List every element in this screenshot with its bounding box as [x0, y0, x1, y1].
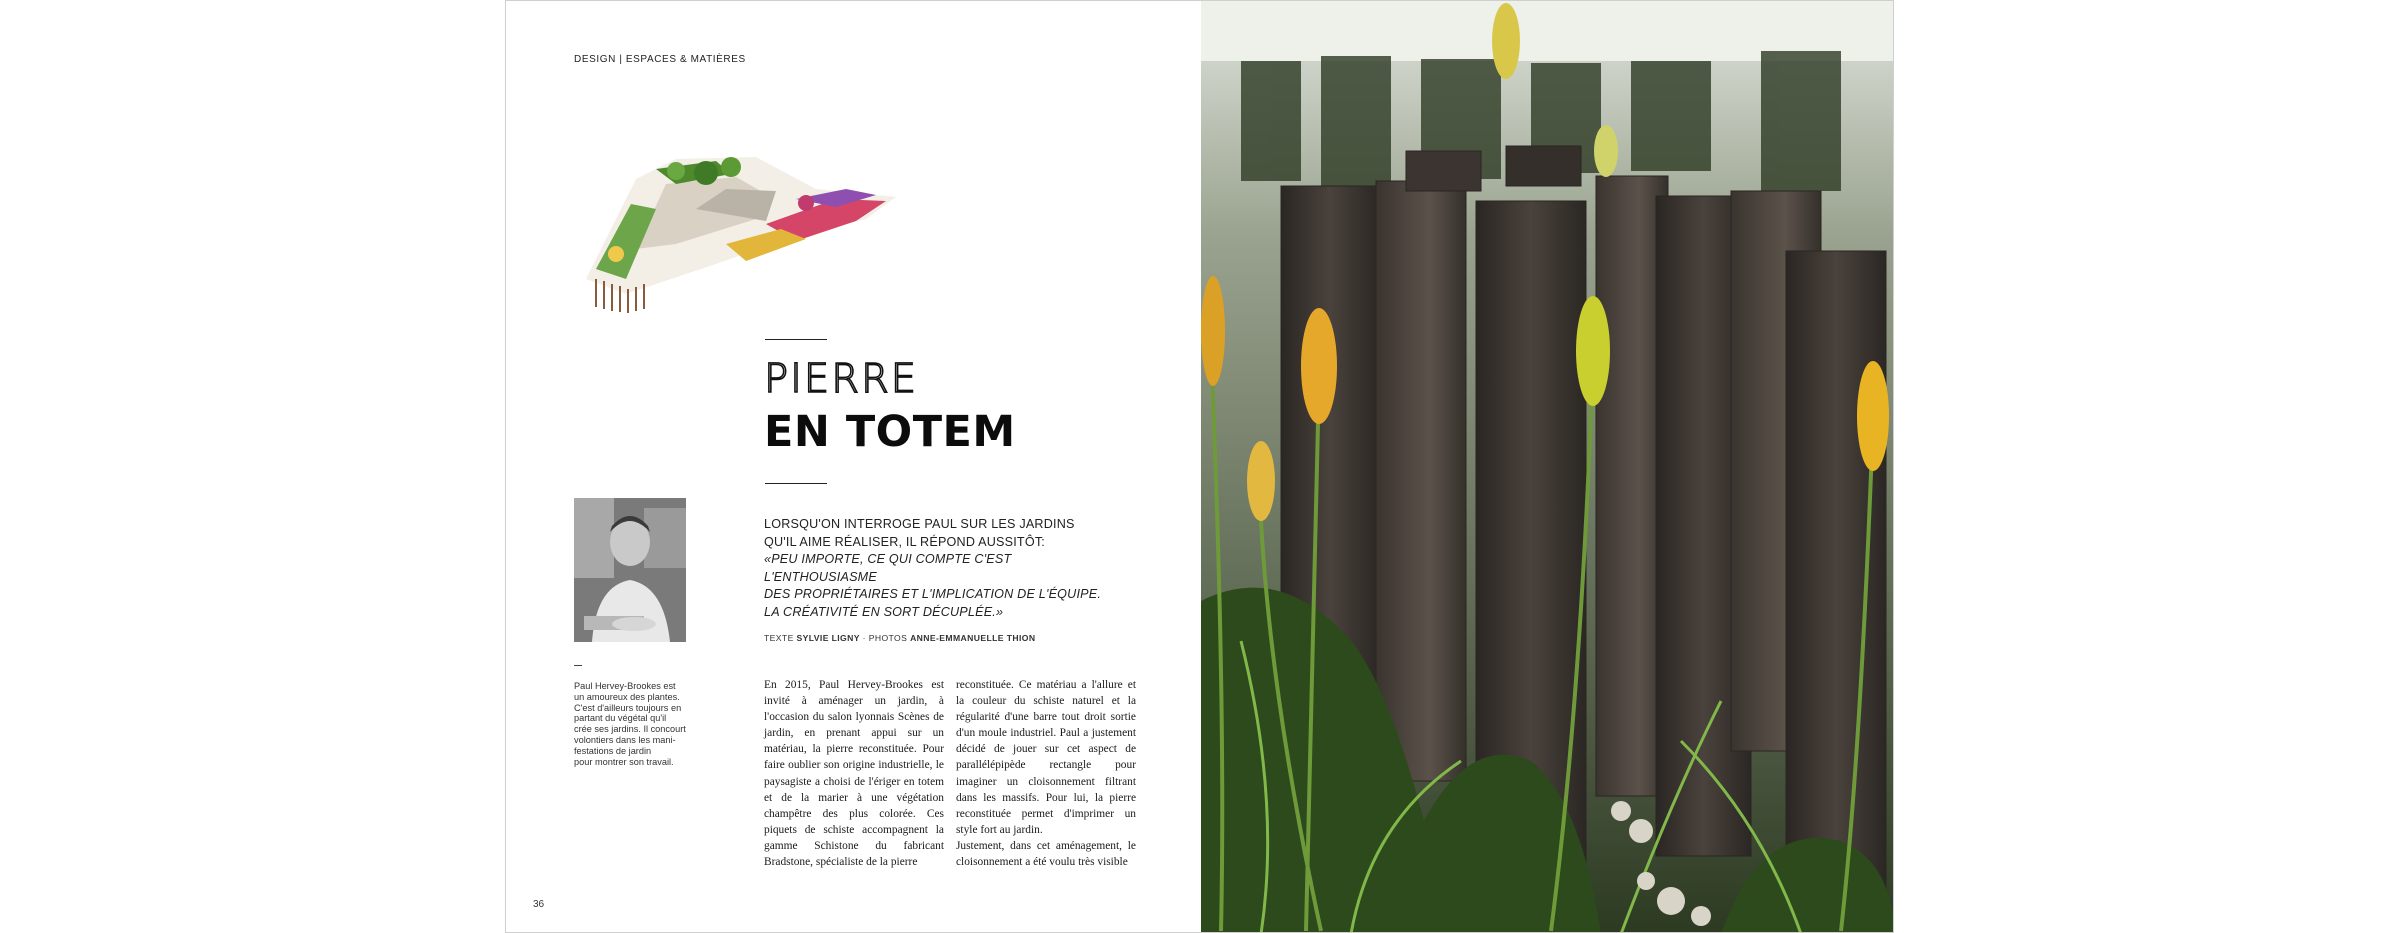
body-paragraph: reconstituée. Ce matériau a l'allure et la couleur du schiste naturel et la régularité d'une barre tout droit sortie d'un moule industriel. Paul a justement décidé de jouer sur cet aspect de parallélépipède rectangle pour imaginer un cloisonnement filtrant dans les massifs. Pour lui, la pierre reconstituée permet d'imprimer un style fort au jardin.: [956, 679, 1136, 836]
magazine-spread: [505, 0, 1894, 933]
body-column-2: [956, 677, 1136, 870]
garden-plan-illustration: [566, 129, 906, 314]
credit-separator: ·: [862, 633, 866, 643]
caption-line: C'est d'ailleurs toujours en: [574, 702, 682, 713]
credit-author: SYLVIE LIGNY: [796, 633, 860, 643]
body-paragraph: Justement, dans cet aménagement, le cloisonnement a été voulu très visible: [956, 839, 1136, 869]
page-number: 36: [533, 899, 545, 910]
title-rule-top: [765, 339, 827, 340]
caption-line: festations de jardin: [574, 745, 652, 756]
title-line-1: PIERRE: [764, 356, 919, 402]
lede-quote-line: DES PROPRIÉTAIRES ET L'IMPLICATION DE L'ÉQUIPE.: [764, 587, 1102, 602]
body-column-1: En 2015, Paul Hervey-Brookes est invité à aménager un jardin, à l'occasion du salon lyonnais Scènes de jardin, en prenant appui sur un matériau, la pierre reconstituée. Pour faire oublier son origine industrielle, le paysagiste a choisi de l'ériger en totem et de la marier à une végétation champêtre des plus colorée. Ces piquets de schiste accompagnent la gamme Schistone du fabricant Bradstone, spécialiste de la pierre: [764, 679, 944, 869]
portrait-figure: [574, 498, 686, 642]
article-credits: [764, 633, 1035, 643]
caption-line: partant du végétal qu'il: [574, 713, 667, 724]
credit-photos-label: PHOTOS: [868, 633, 908, 643]
portrait-caption: [574, 681, 692, 767]
caption-line: crée ses jardins. Il concourt: [574, 724, 686, 735]
caption-dash: [574, 665, 582, 666]
lede-paragraph: [764, 516, 1124, 622]
lede-quote-line: «PEU IMPORTE, CE QUI COMPTE C'EST L'ENTHOUSIASME: [764, 552, 1012, 584]
caption-line: Paul Hervey-Brookes est: [574, 681, 676, 691]
garden-photo: [1201, 1, 1894, 933]
title-line-2: EN TOTEM: [764, 407, 1016, 457]
title-rule-bottom: [765, 483, 827, 484]
lede-quote-line: LA CRÉATIVITÉ EN SORT DÉCUPLÉE.»: [764, 604, 1004, 619]
caption-line: un amoureux des plantes.: [574, 691, 680, 702]
left-page: [506, 1, 1201, 933]
credit-text-label: TEXTE: [764, 633, 794, 643]
portrait-photo: [574, 498, 686, 642]
section-rubric: DESIGN | ESPACES & MATIÈRES: [574, 54, 746, 65]
lede-line: QU'IL AIME RÉALISER, IL RÉPOND AUSSITÔT:: [764, 534, 1046, 549]
credit-photographer: ANNE-EMMANUELLE THION: [910, 633, 1036, 643]
caption-line: volontiers dans les mani-: [574, 734, 676, 745]
stone-totem-photo: [1201, 1, 1894, 933]
caption-line: pour montrer son travail.: [574, 756, 674, 767]
lede-line: LORSQU'ON INTERROGE PAUL SUR LES JARDINS: [764, 517, 1075, 531]
